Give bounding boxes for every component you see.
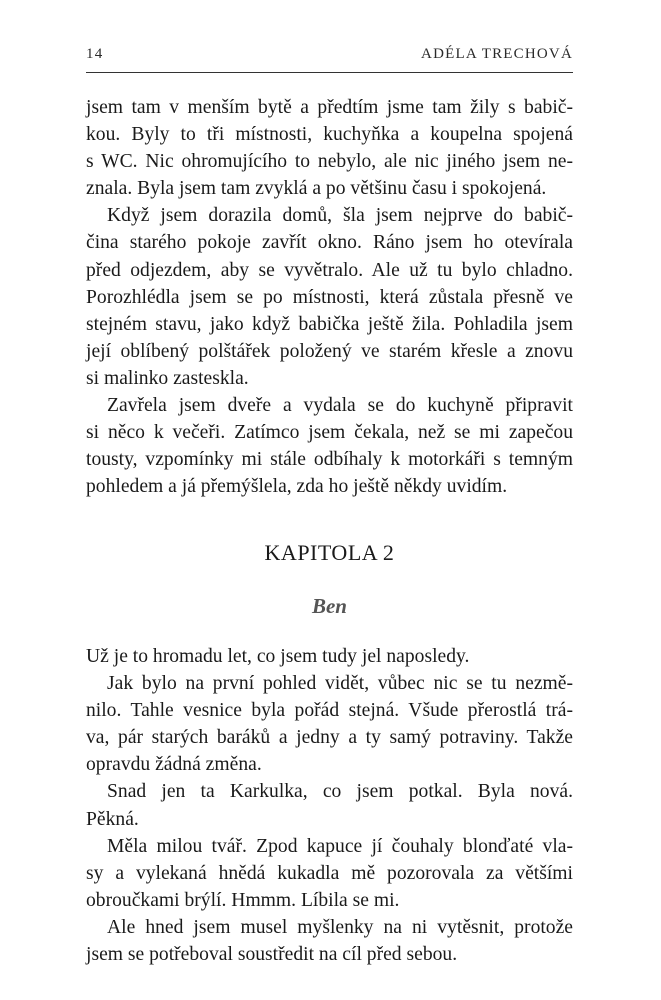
paragraph (86, 94, 573, 202)
paragraph (86, 643, 573, 670)
text-line: va, pár starých baráků a jedny a ty samý potraviny. Takže (86, 727, 573, 749)
text-line: Měla milou tvář. Zpod kapuce jí čouhaly blonďaté vla- (107, 835, 573, 857)
text-line: stejném stavu, jako když babička ještě žila. Pohladila jsem (86, 313, 573, 335)
running-header (86, 46, 573, 63)
paragraph (86, 392, 573, 500)
text-line: jsem tam v menším bytě a předtím jsme tam žily s babič- (86, 97, 573, 118)
text-line: sy a vylekaná hnědá kukadla mě pozorovala za většími (86, 862, 573, 884)
text-line: jsem se potřeboval soustředit na cíl před sebou. (86, 944, 458, 966)
paragraph (86, 202, 573, 392)
text-line: si něco k večeři. Zatímco jsem čekala, než se mi zapečou (86, 422, 573, 444)
author-name: ADÉLA TRECHOVÁ (421, 46, 573, 62)
text-line: Už je to hromadu let, co jsem tudy jel naposledy. (86, 646, 470, 667)
text-line: tousty, vzpomínky mi stále odbíhaly k motorkáři s temným (86, 449, 573, 471)
page-number: 14 (86, 46, 104, 62)
text-block-previous-chapter (86, 94, 573, 500)
text-line: Když jsem dorazila domů, šla jsem nejprve do babič- (107, 205, 573, 227)
text-line: si malinko zasteskla. (86, 367, 249, 389)
text-line: čina starého pokoje zavřít okno. Ráno jsem ho otevírala (86, 232, 573, 254)
text-line: její oblíbený polštářek položený ve starém křesle a znovu (86, 340, 573, 362)
text-block-chapter-2 (86, 643, 573, 968)
text-line: znala. Byla jsem tam zvyklá a po většinu času i spokojená. (86, 178, 547, 200)
text-line: s WC. Nic ohromujícího to nebylo, ale nic jiného jsem ne- (86, 151, 573, 173)
text-line: nilo. Tahle vesnice byla pořád stejná. Všude přerostlá trá- (86, 700, 573, 722)
paragraph (86, 914, 573, 968)
paragraph (86, 670, 573, 778)
paragraph (86, 833, 573, 914)
text-line: před odjezdem, aby se vyvětralo. Ale už tu bylo chladno. (86, 259, 573, 281)
text-line: Snad jen ta Karkulka, co jsem potkal. Byla nová. (107, 781, 573, 803)
text-line: Pěkná. (86, 808, 139, 830)
text-line: kou. Byly to tři místnosti, kuchyňka a koupelna spojená (86, 124, 573, 146)
header-rule (86, 72, 573, 73)
paragraph (86, 778, 573, 832)
text-line: Porozhlédla jsem se po místnosti, která zůstala přesně ve (86, 286, 573, 308)
chapter-subtitle: Ben (311, 594, 347, 618)
text-line: Ale hned jsem musel myšlenky na ni vytěsnit, protože (107, 916, 573, 938)
text-line: opravdu žádná změna. (86, 754, 262, 776)
text-line: Jak bylo na první pohled vidět, vůbec nic se tu nezmě- (107, 673, 573, 695)
text-line: pohledem a já přemýšlela, zda ho ještě někdy uvidím. (86, 476, 508, 498)
chapter-title: KAPITOLA 2 (264, 540, 395, 565)
text-line: obroučkami brýlí. Hmmm. Líbila se mi. (86, 889, 400, 911)
text-line: Zavřela jsem dveře a vydala se do kuchyně připravit (107, 395, 573, 417)
